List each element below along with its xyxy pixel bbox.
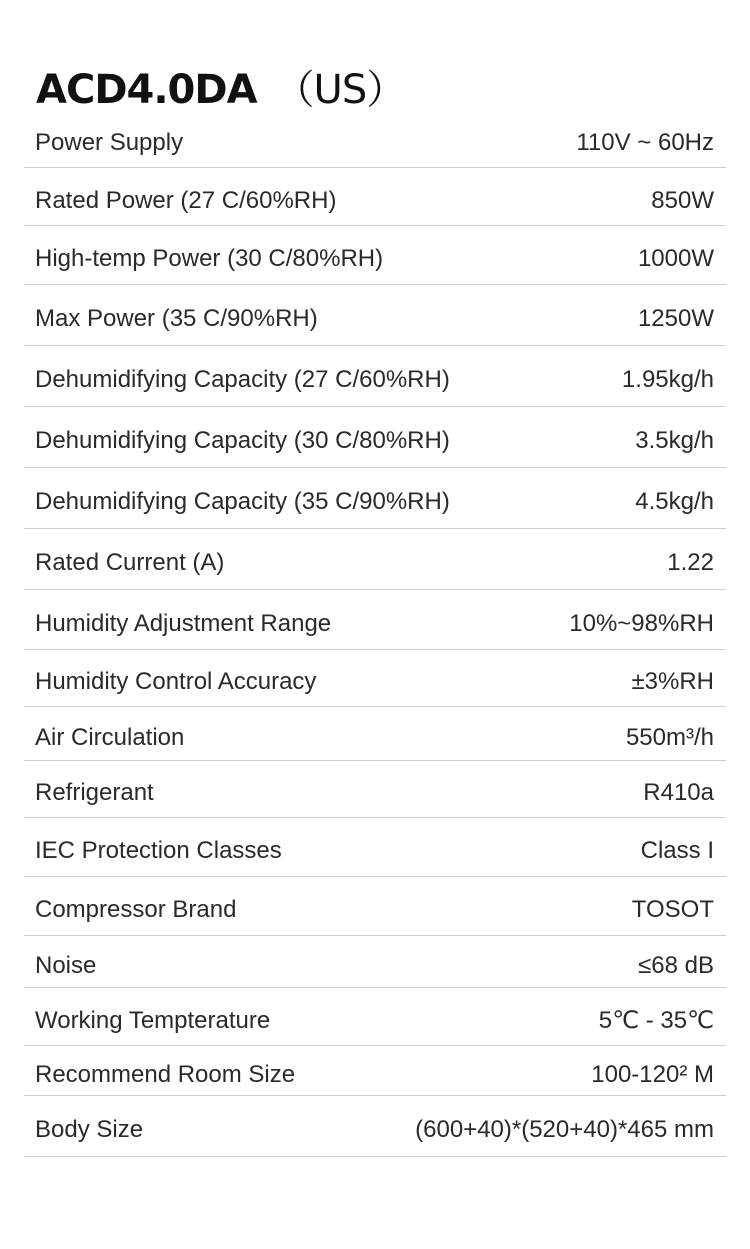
spec-label: Noise bbox=[35, 951, 97, 979]
spec-value: 1000W bbox=[637, 245, 714, 272]
spec-row-working-temperature bbox=[24, 988, 726, 1046]
spec-value: 10%~98%RH bbox=[569, 609, 714, 637]
spec-value: TOSOT bbox=[631, 896, 714, 923]
spec-label: Air Circulation bbox=[35, 723, 185, 751]
spec-value: 100-120² M bbox=[591, 1060, 714, 1088]
spec-row-body-size bbox=[24, 1096, 726, 1157]
spec-value: 550m³/h bbox=[625, 723, 714, 751]
spec-row-dehumidifying-35 bbox=[24, 468, 726, 529]
spec-row-room-size bbox=[24, 1046, 726, 1096]
spec-row-iec-protection bbox=[24, 818, 726, 877]
spec-row-refrigerant bbox=[24, 761, 726, 818]
spec-row-humidity-range bbox=[24, 590, 726, 650]
spec-value: 850W bbox=[651, 186, 714, 214]
spec-row-noise bbox=[24, 936, 726, 988]
spec-label: Recommend Room Size bbox=[35, 1060, 296, 1088]
spec-label: Rated Current (A) bbox=[35, 549, 225, 576]
spec-value: 4.5kg/h bbox=[635, 488, 714, 515]
spec-value: (600+40)*(520+40)*465 mm bbox=[415, 1116, 714, 1143]
spec-label: IEC Protection Classes bbox=[35, 837, 282, 864]
spec-value: 1250W bbox=[637, 305, 714, 332]
spec-label: Humidity Adjustment Range bbox=[35, 609, 332, 637]
spec-label: High-temp Power (30 C/80%RH) bbox=[35, 245, 384, 272]
spec-row-power-supply bbox=[24, 110, 726, 168]
spec-label: Dehumidifying Capacity (30 C/80%RH) bbox=[35, 427, 450, 454]
spec-value: ±3%RH bbox=[631, 668, 714, 695]
spec-label: Power Supply bbox=[35, 128, 184, 156]
spec-value: ≤68 dB bbox=[638, 951, 714, 979]
spec-row-humidity-accuracy bbox=[24, 650, 726, 707]
spec-label: Refrigerant bbox=[35, 779, 154, 806]
spec-value: 110V ~ 60Hz bbox=[576, 128, 714, 156]
region-label: （US） bbox=[274, 67, 406, 113]
spec-label: Compressor Brand bbox=[35, 896, 237, 923]
spec-row-dehumidifying-30 bbox=[24, 407, 726, 468]
spec-label: Working Tempterature bbox=[35, 1006, 271, 1034]
spec-label: Humidity Control Accuracy bbox=[35, 668, 317, 695]
spec-row-compressor-brand bbox=[24, 877, 726, 936]
spec-row-max-power bbox=[24, 285, 726, 346]
spec-row-rated-current bbox=[24, 529, 726, 590]
model-name: ACD4.0DA bbox=[36, 67, 257, 113]
spec-row-dehumidifying-27 bbox=[24, 346, 726, 407]
spec-label: Rated Power (27 C/60%RH) bbox=[35, 186, 337, 214]
spec-row-air-circulation bbox=[24, 707, 726, 761]
spec-row-high-temp-power bbox=[24, 226, 726, 285]
spec-value: 5℃ - 35℃ bbox=[598, 1007, 714, 1034]
spec-label: Dehumidifying Capacity (27 C/60%RH) bbox=[35, 366, 450, 393]
page-title bbox=[36, 58, 405, 115]
spec-value: Class I bbox=[640, 837, 714, 864]
spec-value: R410a bbox=[643, 779, 714, 806]
spec-label: Max Power (35 C/90%RH) bbox=[35, 305, 318, 332]
spec-label: Dehumidifying Capacity (35 C/90%RH) bbox=[35, 488, 450, 515]
spec-row-rated-power bbox=[24, 168, 726, 226]
spec-table bbox=[24, 110, 726, 1157]
spec-label: Body Size bbox=[35, 1116, 144, 1143]
spec-value: 1.22 bbox=[667, 549, 714, 576]
spec-value: 3.5kg/h bbox=[635, 427, 714, 454]
spec-value: 1.95kg/h bbox=[621, 366, 714, 393]
